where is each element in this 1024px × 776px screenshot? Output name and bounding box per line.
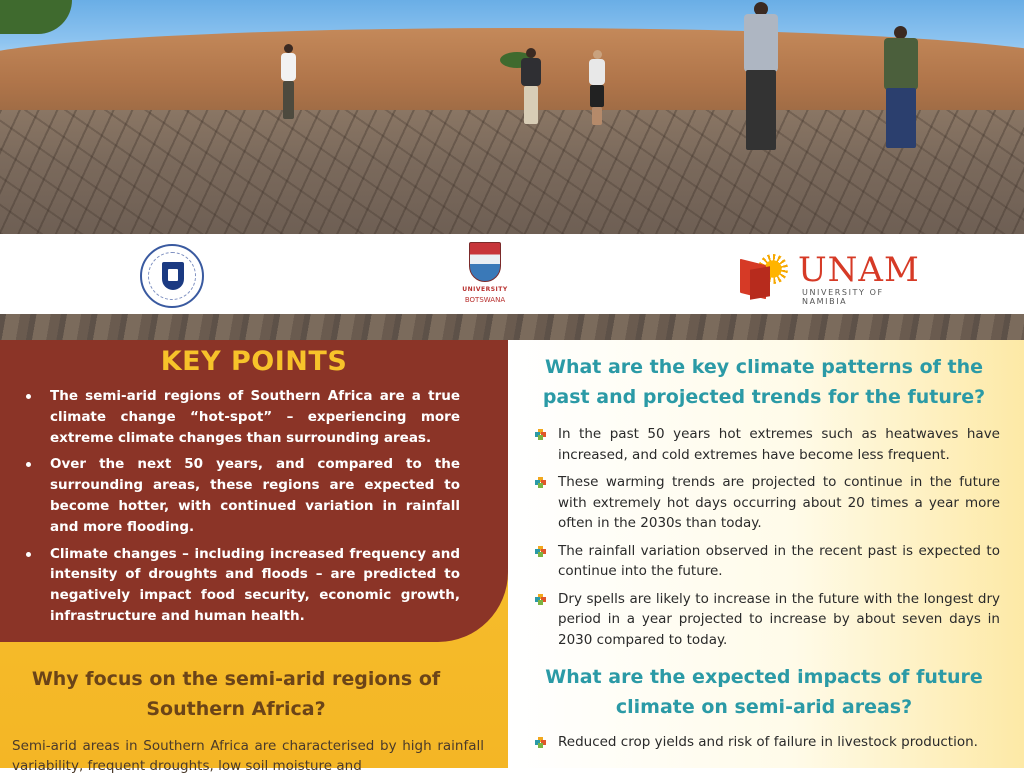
- unam-subtitle: UNIVERSITY OF NAMIBIA: [802, 288, 884, 306]
- key-point-text: Over the next 50 years, and compared to the surrounding areas, these regions are expected to become hotter, with continued variation in rainfall and more flooding.: [50, 456, 460, 535]
- climate-pattern-text: Dry spells are likely to increase in the future with the longest dry period in a year projected to increase by about seven days in 2030 compared to today.: [558, 590, 1000, 648]
- book-page-icon: [750, 266, 770, 300]
- climate-patterns-heading-line1: What are the key climate patterns of the: [544, 356, 984, 378]
- diamond-bullet-icon: [535, 737, 545, 747]
- bullet-icon: [26, 552, 31, 557]
- person-1: [278, 44, 300, 120]
- impact-text: Reduced crop yields and risk of failure in livestock production.: [558, 734, 978, 750]
- impacts-heading-line2: climate on semi-arid areas?: [615, 696, 913, 718]
- list-item: [24, 544, 460, 627]
- ub-logo-line1: UNIVERSITY: [462, 286, 508, 293]
- list-item: [530, 472, 1000, 534]
- climate-pattern-text: In the past 50 years hot extremes such as heatwaves have increased, and cold extremes have become less frequent.: [558, 426, 1000, 463]
- list-item: [530, 424, 1000, 465]
- why-heading-line2: Southern Africa?: [146, 698, 326, 720]
- shield-icon: [162, 262, 184, 290]
- sand-dune: [0, 28, 1024, 118]
- key-point-text: Climate changes – including increased frequency and intensity of droughts and floods – are predicted to negatively impact food security, economic growth, infrastructure and human health.: [50, 545, 460, 624]
- hero-photo: [0, 0, 1024, 234]
- diamond-bullet-icon: [535, 429, 545, 439]
- climate-pattern-text: These warming trends are projected to continue in the future with extremely hot days occurring about 20 times a year more often in the 2030s than today.: [558, 474, 1000, 531]
- why-heading: [20, 664, 452, 724]
- ub-logo-line2: BOTSWANA: [464, 296, 506, 304]
- diamond-bullet-icon: [535, 477, 545, 487]
- person-5: [874, 26, 930, 150]
- person-4: [736, 2, 786, 152]
- crest-icon: [469, 242, 501, 282]
- person-3: [584, 50, 610, 126]
- climate-patterns-heading-line2: past and projected trends for the future?: [542, 386, 986, 408]
- diamond-bullet-icon: [535, 546, 545, 556]
- climate-pattern-text: The rainfall variation observed in the recent past is expected to continue into the future.: [558, 542, 1000, 579]
- why-body: Semi-arid areas in Southern Africa are characterised by high rainfall variability, frequent droughts, low soil moisture and: [12, 738, 484, 774]
- impacts-heading: [524, 662, 1004, 722]
- diamond-bullet-icon: [535, 594, 545, 604]
- list-item: [530, 541, 1000, 582]
- climate-patterns-heading: [524, 352, 1004, 412]
- tree: [0, 0, 72, 34]
- key-points-list: [24, 386, 460, 633]
- impacts-heading-line1: What are the expected impacts of future: [545, 666, 983, 688]
- list-item: [24, 454, 460, 537]
- climate-patterns-list: [530, 424, 1000, 657]
- key-points-title: KEY POINTS: [160, 346, 348, 377]
- unam-logo: [740, 246, 930, 306]
- ub-logo: [462, 242, 508, 312]
- person-2: [516, 48, 546, 126]
- photo-strip: [0, 314, 1024, 342]
- key-point-text: The semi-arid regions of Southern Africa are a true climate change “hot-spot” – experiencing more extreme climate changes than surrounding areas.: [50, 388, 460, 446]
- bullet-icon: [26, 462, 31, 467]
- bullet-icon: [26, 394, 31, 399]
- uct-logo: [140, 244, 204, 308]
- list-item: [530, 732, 1000, 753]
- unam-name: UNAM: [798, 250, 920, 290]
- impacts-list: [530, 732, 1000, 760]
- list-item: [24, 386, 460, 448]
- cracked-ground: [0, 110, 1024, 234]
- list-item: [530, 589, 1000, 651]
- why-heading-line1: Why focus on the semi-arid regions of: [31, 668, 441, 690]
